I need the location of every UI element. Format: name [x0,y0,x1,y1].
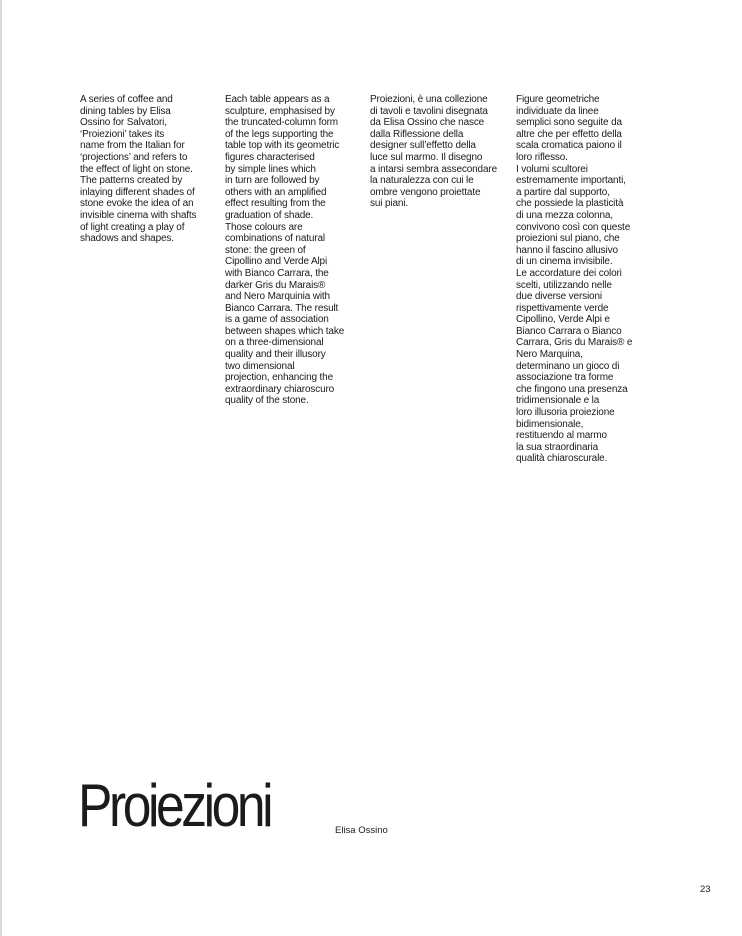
english-intro-text: A series of coffee and dining tables by Elisa Ossino for Salvatori, ‘Proiezioni’ takes its name from the Italian for ‘projections’ and refers to the effect of light on stone. The patterns created by inlaying different shades of stone evoke the idea of an invisible cinema with shafts of light creating a play of shadows and shapes. [80,94,197,245]
english-detail-text: Each table appears as a sculpture, emphasised by the truncated-column form of the legs supporting the table top with its geometric figures characterised by simple lines which in turn are followed by others with an amplified effect resulting from the graduation of shade. Those colours are combinations of natural stone: the green of Cipollino and Verde Alpi with Bianco Carrara, the darker Gris du Marais® and Nero Marquinia with Bianco Carrara. The result is a game of association between shapes which take on a three-dimensional quality and their illusory two dimensional projection, enhancing the extraordinary chiaroscuro quality of the stone. [225,94,345,407]
designer-name: Elisa Ossino [335,825,388,836]
italian-intro-text: Proiezioni, è una collezione di tavoli e tavolini disegnata da Elisa Ossino che nasce dalla Riflessione della designer sull’effetto della luce sul marmo. Il disegno a intarsi sembra assecondare la naturalezza con cui le ombre vengono proiettate sui piani. [370,94,497,210]
collection-title: Proiezioni [78,772,271,839]
page-edge [0,0,2,936]
italian-detail-text: Figure geometriche individuate da linee semplici sono seguite da altre che per effetto della scala cromatica paiono il loro riflesso. I volumi scultorei estremamente importanti, a partire dal supporto, che possiede la plasticità di una mezza colonna, convivono così con queste proiezioni sul piano, che hanno il fascino allusivo di un cinema invisibile. Le accordature dei colori scelti, utilizzando nelle due diverse versioni rispettivamente verde Cipollino, Verde Alpi e Bianco Carrara o Bianco Carrara, Gris du Marais® e Nero Marquina, determinano un gioco di associazione tra forme che fingono una presenza tridimensionale e la loro illusoria proiezione bidimensionale, restituendo al marmo la sua straordinaria qualità chiaroscurale. [516,94,633,465]
page-number: 23 [700,884,711,895]
